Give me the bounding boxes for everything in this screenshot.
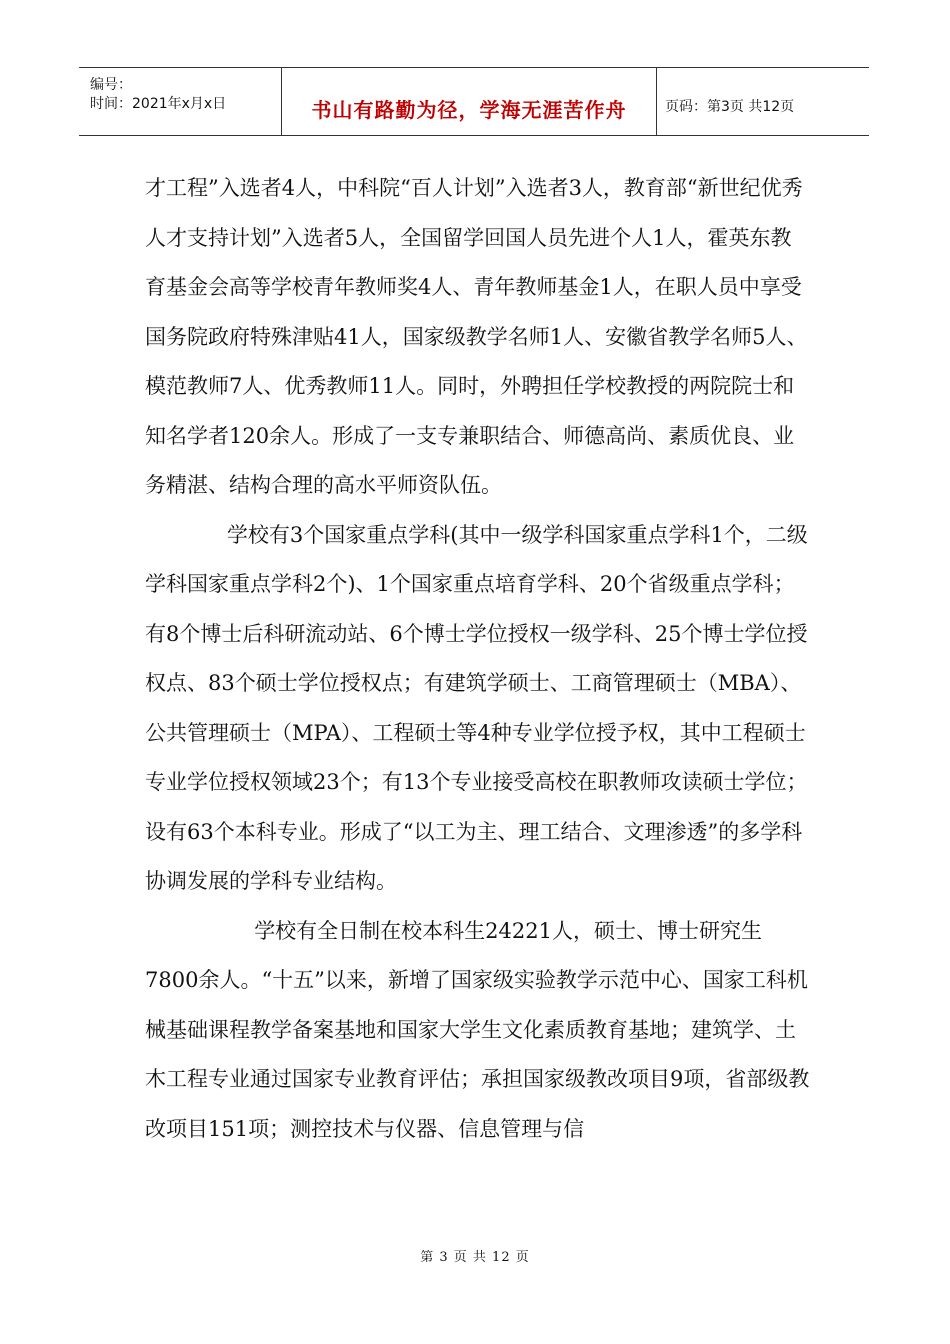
document-date-label: 时间：2021年x月x日: [90, 96, 227, 112]
header-motto-cell: [282, 68, 657, 135]
document-number-label: 编号：: [90, 77, 132, 93]
paragraph: 学校有3个国家重点学科(其中一级学科国家重点学科1个，二级学科国家重点学科2个)、1个国家重点培育学科、20个省级重点学科；有8个博士后科研流动站、6个博士学位授权一级学科、25个博士学位授权点、83个硕士学位授权点；有建筑学硕士、工商管理硕士（MBA）、公共管理硕士（MPA）、工程硕士等4种专业学位授予权，其中工程硕士专业学位授权领域23个；有13个专业接受高校在职教师攻读硕士学位；设有63个本科专业。形成了“以工为主、理工结合、文理渗透”的多学科协调发展的学科专业结构。: [145, 522, 808, 893]
header-meta-cell: [79, 68, 282, 135]
page-header: [79, 67, 869, 136]
header-page-cell: [657, 68, 869, 135]
document-body: [145, 164, 810, 1154]
paragraph: 学校有全日制在校本科生24221人，硕士、博士研究生7800余人。“十五”以来，新增了国家级实验教学示范中心、国家工科机械基础课程教学备案基地和国家大学生文化素质教育基地；建筑学、土木工程专业通过国家专业教育评估；承担国家级教改项目9项，省部级教改项目151项；测控技术与仪器、信息管理与信: [145, 918, 810, 1141]
header-motto: 书山有路勤为径，学海无涯苦作舟: [311, 98, 627, 122]
page-footer: 第 3 页 共 12 页: [420, 1250, 530, 1265]
header-page-number: 页码：第3页 共12页: [665, 99, 795, 115]
paragraph: 才工程”入选者4人，中科院“百人计划”入选者3人，教育部“新世纪优秀人才支持计划”入选者5人，全国留学回国人员先进个人1人，霍英东教育基金会高等学校青年教师奖4人、青年教师基金1人，在职人员中享受国务院政府特殊津贴41人，国家级教学名师1人、安徽省教学名师5人、模范教师7人、优秀教师11人。同时，外聘担任学校教授的两院院士和知名学者120余人。形成了一支专兼职结合、师德高尚、素质优良、业务精湛、结构合理的高水平师资队伍。: [145, 176, 808, 497]
